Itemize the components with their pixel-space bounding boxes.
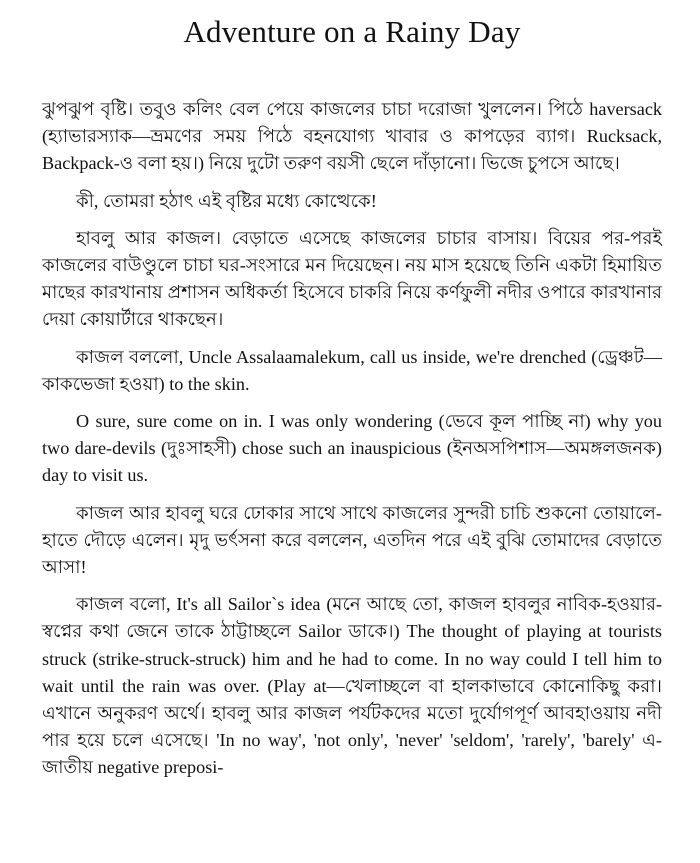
paragraph: ঝুপঝুপ বৃষ্টি। তবুও কলিং বেল পেয়ে কাজলের চাচা দরোজা খুললেন। পিঠে haversack (হ্যাভারস্যাক—ভ্রমণের সময় পিঠে বহনযোগ্য খাবার ও কাপড়ের ব্যাগ। Rucksack, Backpack-ও বলা হয়।) নিয়ে দুটো তরুণ বয়সী ছেলে দাঁড়ানো। ভিজে চুপসে আছে।	[42, 99, 662, 174]
document-body	[42, 96, 662, 782]
paragraph: কাজল আর হাবলু ঘরে ঢোকার সাথে সাথে কাজলের সুন্দরী চাচি শুকনো তোয়ালে-হাতে দৌড়ে এলেন। মৃদু ভর্ৎসনা করে বললেন, এতদিন পরে এই বুঝি তোমাদের বেড়াতে আসা!	[42, 502, 662, 578]
paragraph: হাবলু আর কাজল। বেড়াতে এসেছে কাজলের চাচার বাসায়। বিয়ের পর-পরই কাজলের বাউণ্ডুলে চাচা ঘর-সংসারে মন দিয়েছেন। নয় মাস হয়েছে তিনি একটা হিমায়িত মাছের কারখানায় প্রশাসন অধিকর্তা হিসেবে চাকরি নিয়ে কর্ণফুলী নদীর ওপারে কারখানার দেয়া কোয়ার্টারে থাকছেন।	[42, 227, 662, 330]
paragraph: কী, তোমরা হঠাৎ এই বৃষ্টির মধ্যে কোত্থেকে!	[76, 190, 377, 211]
paragraph: কাজল বলো, It's all Sailor`s idea (মনে আছে তো, কাজল হাবলুর নাবিক-হওয়ার-স্বপ্নের কথা জেনে তাকে ঠাট্টাচ্ছলে Sailor ডাকে।) The thought of playing at tourists struck (strike-struck-struck) him and he had to come. In no way could I tell him to wait until the rain was over. (Play at—খেলাচ্ছলে বা হালকাভাবে কোনোকিছু করা। এখানে অনুকরণ অর্থে। হাবলু আর কাজল পর্যটকদের মতো দুর্যোগপূর্ণ আবহাওয়ায় নদী পার হয়ে চলে এসেছে। 'In no way', 'not only', 'never' 'seldom', 'rarely', 'barely' এ-জাতীয় negative preposi-	[42, 594, 662, 778]
page-title: Adventure on a Rainy Day	[183, 14, 521, 49]
paragraph: কাজল বললো, Uncle Assalaamalekum, call us inside, we're drenched (ড্রেঞ্চট—কাকভেজা হওয়া) to the skin.	[42, 346, 662, 394]
paragraph: O sure, sure come on in. I was only wondering (ভেবে কূল পাচ্ছি না) why you two dare-devils (দুঃসাহসী) chose such an inauspicious (ইনঅসপিশাস—অমঙ্গলজনক) day to visit us.	[42, 411, 662, 486]
